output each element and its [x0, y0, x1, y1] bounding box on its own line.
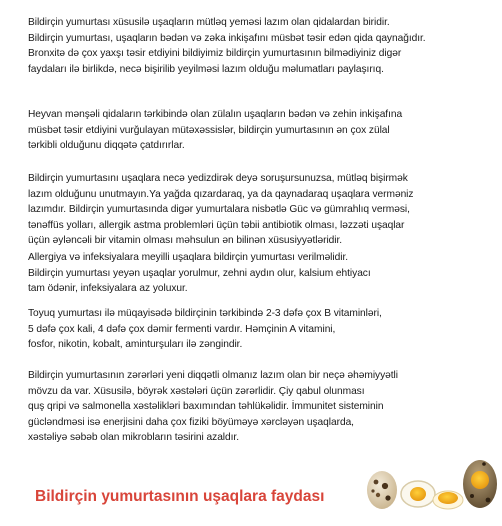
- paragraph-line: Allergiya və infeksiyalara meyilli uşaqlara bildirçin yumurtası verilməlidir.: [28, 252, 349, 263]
- paragraph-line: 5 dəfə çox kali, 4 dəfə çox dəmir fermenti vardır. Həmçinin A vitamini,: [28, 323, 336, 335]
- paragraph-line: Bronxitə də çox yaxşı təsir etdiyini bildiyimiz bildirçin yumurtasının bilmədiyiniz digər: [28, 48, 402, 60]
- paragraph-line: Bildirçin yumurtası xüsusilə uşaqların mütləq yeməsi lazım olan qidalardan biridir.: [28, 17, 390, 28]
- quail-eggs-image: [360, 442, 500, 520]
- paragraph-line: Heyvan mənşəli qidaların tərkibində olan zülalın uşaqların bədən və zehin inkişafına: [28, 109, 403, 120]
- paragraph-line: Bildirçin yumurtasını uşaqlara necə yedizdirək deyə soruşursunuzsa, mütləq bişirmək: [28, 173, 408, 184]
- cracked-egg: [463, 460, 497, 508]
- footer-title: Bildirçin yumurtasının uşaqlara faydası: [35, 488, 325, 505]
- paragraph-line: xəstəliyə səbəb olan mikrobların təsirini azaldır.: [28, 432, 239, 444]
- paragraph-line: fosfor, nikotin, kobalt, aminturşuları ilə zəngindir.: [28, 339, 243, 351]
- article-paragraph: [28, 306, 490, 353]
- article-paragraph: [28, 107, 490, 154]
- paragraph-line: tam ödənir, infeksiyalara az yoluxur.: [28, 283, 188, 295]
- article-paragraph: [28, 368, 490, 446]
- paragraph-line: müsbət təsir etdiyini vurğulayan mütəxəssislər, bildirçin yumurtasının ən çox zülal: [28, 124, 390, 136]
- paragraph-line: Bildirçin yumurtası yeyən uşaqlar yorulmur, zehni aydın olur, kalsium ehtiyacı: [28, 267, 371, 279]
- paragraph-line: Bildirçin yumurtası, uşaqların bədən və zəka inkişafını müsbət təsir edən qida qaynağıdır.: [28, 32, 426, 44]
- paragraph-line: mövzu da var. Xüsusilə, böyrək xəstələri üçün zərərlidir. Çiy qabul olunması: [28, 385, 365, 397]
- paragraph-line: faydaları ilə birlikdə, necə bişirilib yeyilməsi lazım olduğu məlumatları paylaşırıq.: [28, 63, 384, 75]
- paragraph-line: Bildirçin yumurtasının zərərləri yeni diqqətli olmanız lazım olan bir neçə əhəmiyyətli: [28, 370, 398, 381]
- egg-cup: [433, 491, 463, 509]
- article-paragraph: [28, 15, 490, 77]
- paragraph-line: tənəffüs yolları, allergik astma problemləri üçün təbii antibiotik olması, ləzzəti uşaqlar: [28, 219, 405, 231]
- paragraph-line: quş qripi və salmonella xəstəlikləri baxımından təhlükəlidir. İmmunitet sisteminin: [28, 401, 384, 413]
- whole-egg: [367, 471, 397, 509]
- paragraph-line: gücləndməsi isə enerjisini daha çox fiziki böyüməyə xərcləyən uşaqlarda,: [28, 416, 354, 428]
- article-paragraph: [28, 171, 490, 249]
- paragraph-line: lazım olduğunu unutmayın.Ya yağda qızardaraq, ya da qaynadaraq uşaqlara verməniz: [28, 188, 414, 200]
- paragraph-line: tərkibli olduğunu diqqətə çatdırırlar.: [28, 140, 185, 152]
- halved-egg: [401, 481, 435, 507]
- paragraph-line: lazımdır. Bildirçin yumurtasında digər yumurtalara nisbətlə Güc və gümrahlıq verməsi,: [28, 204, 410, 216]
- paragraph-line: üçün əyləncəli bir vitamin olması məhsulun ən bilinən xüsusiyyətləridir.: [28, 235, 343, 247]
- article-paragraph: [28, 250, 490, 297]
- paragraph-line: Toyuq yumurtası ilə müqayisədə bildirçinin tərkibində 2-3 dəfə çox B vitaminləri,: [28, 308, 382, 319]
